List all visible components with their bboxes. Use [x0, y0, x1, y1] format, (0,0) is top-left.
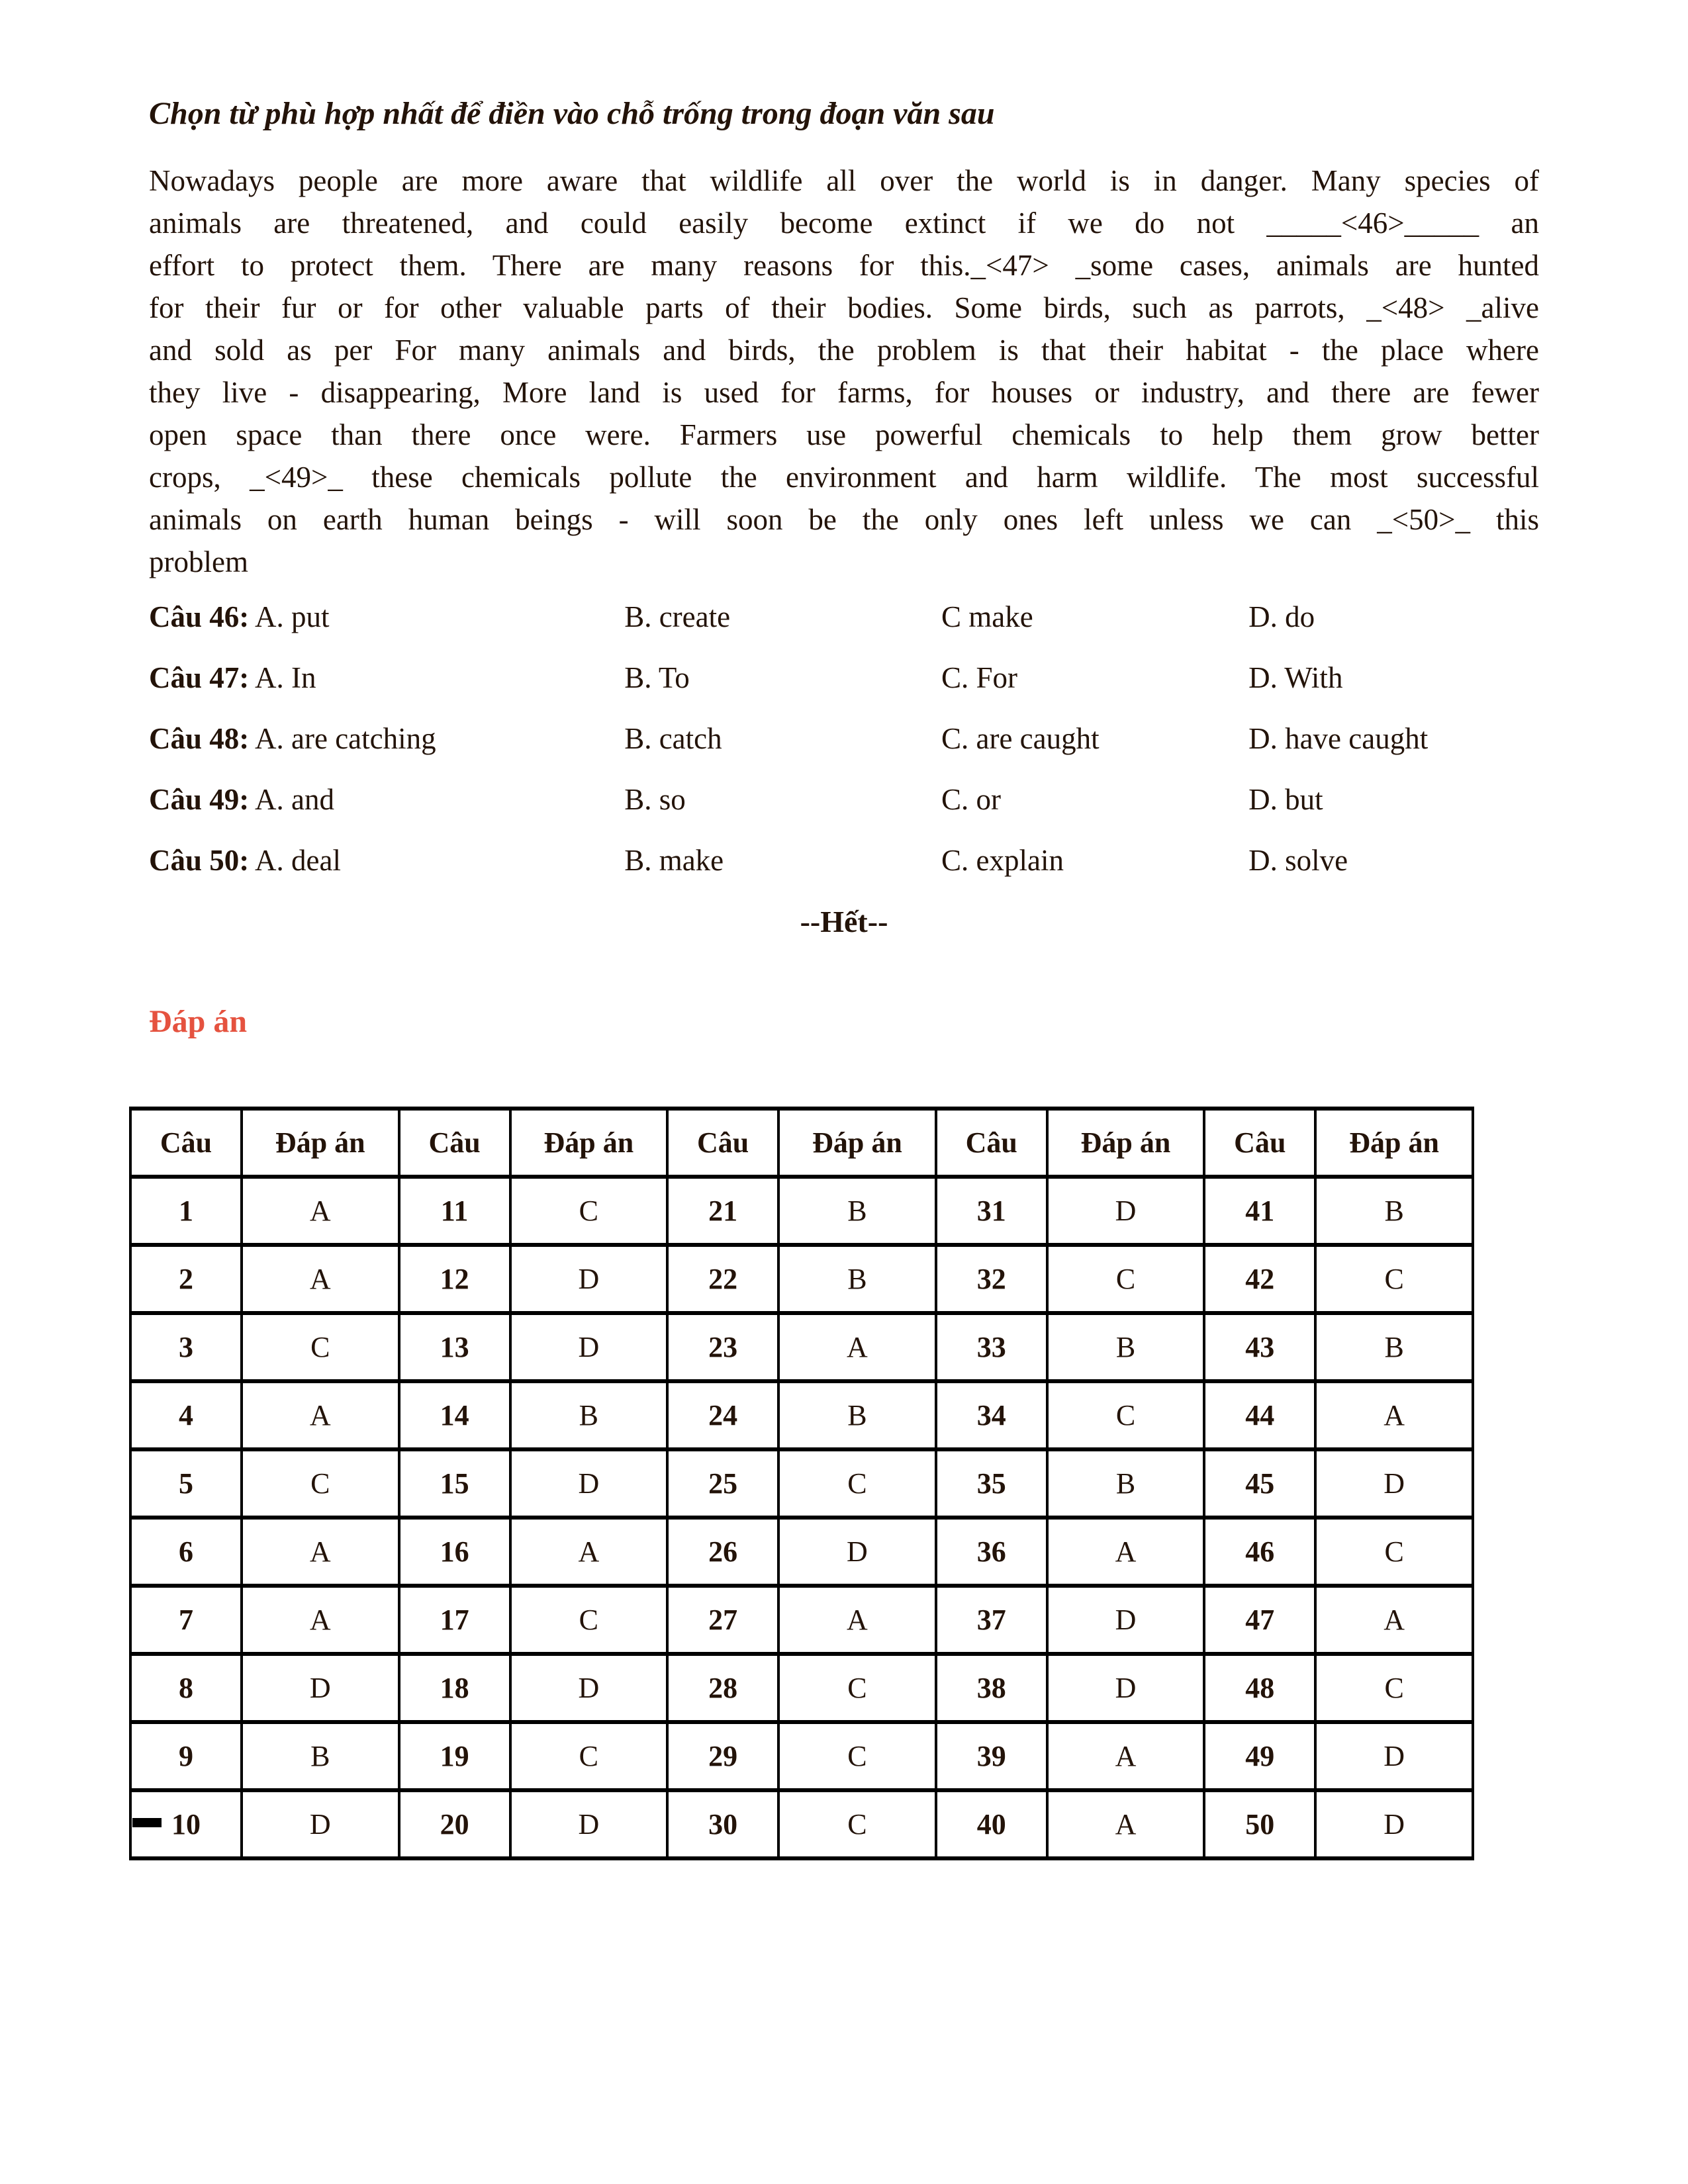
answer-table-head [130, 1109, 1473, 1177]
answer-letter-cell: D [1047, 1654, 1205, 1722]
answer-table-row [130, 1518, 1473, 1586]
answer-letter-cell: C [778, 1654, 936, 1722]
question-number-cell: 31 [936, 1177, 1047, 1245]
answer-table-header-cell: Câu [130, 1109, 242, 1177]
question-row [149, 783, 1539, 816]
question-number-cell: 20 [399, 1790, 510, 1858]
answer-letter-cell: D [242, 1654, 399, 1722]
answer-letter-cell: C [242, 1313, 399, 1381]
answer-letter-cell: A [778, 1313, 936, 1381]
question-number-cell: 25 [667, 1449, 778, 1518]
answer-table-row [130, 1586, 1473, 1654]
question-option-c: C. are caught [941, 721, 1100, 755]
question-number-cell: 37 [936, 1586, 1047, 1654]
question-option-c: C. For [941, 660, 1018, 694]
question-number-cell: 1 [130, 1177, 242, 1245]
question-number-cell: 8 [130, 1654, 242, 1722]
question-label: Câu 46: [149, 600, 250, 633]
question-number-cell: 24 [667, 1381, 778, 1449]
question-number-cell: 46 [1204, 1518, 1315, 1586]
answer-table-header-cell: Đáp án [510, 1109, 668, 1177]
question-number-cell: 38 [936, 1654, 1047, 1722]
question-row [149, 661, 1539, 694]
answer-table-row [130, 1790, 1473, 1858]
answer-letter-cell: D [1047, 1177, 1205, 1245]
question-number-cell: 16 [399, 1518, 510, 1586]
question-option-a: Câu 46: A. put [149, 600, 330, 633]
question-number-cell: 28 [667, 1654, 778, 1722]
answer-table-header-cell: Đáp án [1315, 1109, 1473, 1177]
answer-letter-cell: D [778, 1518, 936, 1586]
question-number-cell: 43 [1204, 1313, 1315, 1381]
passage-line: and sold as per For many animals and birds, the problem is that their habitat - the place where [149, 333, 1539, 367]
question-number-cell: 11 [399, 1177, 510, 1245]
passage-line: Nowadays people are more aware that wildlife all over the world is in danger. Many species of [149, 163, 1539, 197]
answer-letter-cell: D [1047, 1586, 1205, 1654]
question-option-d: D. With [1248, 660, 1343, 694]
question-number-cell: 36 [936, 1518, 1047, 1586]
question-number-cell: 2 [130, 1245, 242, 1313]
answer-letter-cell: B [1315, 1313, 1473, 1381]
answer-letter-cell: B [242, 1722, 399, 1790]
question-option-a: Câu 50: A. deal [149, 843, 341, 877]
answer-letter-cell: D [510, 1245, 668, 1313]
question-option-b: B. create [624, 600, 731, 633]
passage-line: crops, _<49>_ these chemicals pollute the environment and harm wildlife. The most successful [149, 460, 1539, 494]
question-number-cell: 10 [130, 1790, 242, 1858]
question-row [149, 844, 1539, 877]
answer-letter-cell: C [778, 1790, 936, 1858]
passage-line: open space than there once were. Farmers use powerful chemicals to help them grow better [149, 418, 1539, 451]
answer-table-header-cell: Câu [1204, 1109, 1315, 1177]
answer-letter-cell: B [1047, 1313, 1205, 1381]
question-number-cell: 18 [399, 1654, 510, 1722]
answer-letter-cell: D [510, 1654, 668, 1722]
question-number-cell: 5 [130, 1449, 242, 1518]
answer-letter-cell: B [778, 1177, 936, 1245]
question-option-c: C. explain [941, 843, 1064, 877]
answer-letter-cell: C [1047, 1381, 1205, 1449]
answer-key-heading: Đáp án [149, 1003, 248, 1039]
answer-letter-cell: D [510, 1790, 668, 1858]
answer-letter-cell: C [1315, 1518, 1473, 1586]
answer-letter-cell: A [1047, 1790, 1205, 1858]
question-option-d: D. have caught [1248, 721, 1429, 755]
answer-letter-cell: D [242, 1790, 399, 1858]
answer-letter-cell: A [1315, 1586, 1473, 1654]
answer-letter-cell: D [510, 1313, 668, 1381]
answer-letter-cell: C [510, 1722, 668, 1790]
scan-artifact [132, 1818, 162, 1827]
passage-line: animals are threatened, and could easily become extinct if we do not _____<46>_____ an [149, 206, 1539, 240]
answer-letter-cell: A [242, 1518, 399, 1586]
question-option-b: B. To [624, 660, 690, 694]
cloze-passage [149, 159, 1539, 583]
answer-table-row [130, 1177, 1473, 1245]
question-number-cell: 40 [936, 1790, 1047, 1858]
question-label: Câu 47: [149, 660, 250, 694]
section-title: Chọn từ phù hợp nhất để điền vào chỗ trống trong đoạn văn sau [149, 96, 995, 131]
answer-letter-cell: C [510, 1177, 668, 1245]
answer-letter-cell: A [242, 1586, 399, 1654]
answer-letter-cell: A [1315, 1381, 1473, 1449]
question-number-cell: 21 [667, 1177, 778, 1245]
answer-letter-cell: C [778, 1722, 936, 1790]
question-number-cell: 14 [399, 1381, 510, 1449]
question-number-cell: 22 [667, 1245, 778, 1313]
question-option-c: C. or [941, 782, 1001, 816]
answer-letter-cell: C [242, 1449, 399, 1518]
question-option-d: D. do [1248, 600, 1315, 633]
answer-letter-cell: C [1315, 1245, 1473, 1313]
question-option-d: D. but [1248, 782, 1323, 816]
answer-letter-cell: C [778, 1449, 936, 1518]
question-number-cell: 42 [1204, 1245, 1315, 1313]
end-marker: --Hết-- [800, 904, 888, 938]
answer-letter-cell: D [1315, 1790, 1473, 1858]
question-number-cell: 39 [936, 1722, 1047, 1790]
answer-letter-cell: B [1315, 1177, 1473, 1245]
answer-table-row [130, 1722, 1473, 1790]
answer-table-header-cell: Đáp án [778, 1109, 936, 1177]
question-number-cell: 41 [1204, 1177, 1315, 1245]
answer-table-row [130, 1381, 1473, 1449]
answer-letter-cell: C [510, 1586, 668, 1654]
question-number-cell: 23 [667, 1313, 778, 1381]
question-number-cell: 30 [667, 1790, 778, 1858]
question-number-cell: 7 [130, 1586, 242, 1654]
question-option-c: C make [941, 600, 1033, 633]
question-option-a: Câu 48: A. are catching [149, 721, 436, 755]
answer-letter-cell: A [1047, 1518, 1205, 1586]
question-number-cell: 44 [1204, 1381, 1315, 1449]
passage-line: problem [149, 545, 248, 578]
question-number-cell: 9 [130, 1722, 242, 1790]
question-option-b: B. make [624, 843, 724, 877]
answer-letter-cell: A [242, 1381, 399, 1449]
question-number-cell: 49 [1204, 1722, 1315, 1790]
question-label: Câu 48: [149, 721, 250, 755]
answer-letter-cell: A [1047, 1722, 1205, 1790]
question-number-cell: 35 [936, 1449, 1047, 1518]
question-number-cell: 48 [1204, 1654, 1315, 1722]
answer-letter-cell: C [1047, 1245, 1205, 1313]
passage-line: they live - disappearing, More land is used for farms, for houses or industry, and there are fewer [149, 375, 1539, 409]
question-number-cell: 47 [1204, 1586, 1315, 1654]
passage-line: effort to protect them. There are many reasons for this._<47> _some cases, animals are hunted [149, 248, 1539, 282]
answer-letter-cell: C [1315, 1654, 1473, 1722]
question-option-b: B. catch [624, 721, 722, 755]
question-number-cell: 13 [399, 1313, 510, 1381]
answer-table-header-cell: Đáp án [1047, 1109, 1205, 1177]
answer-table-row [130, 1313, 1473, 1381]
question-number-cell: 27 [667, 1586, 778, 1654]
question-row [149, 600, 1539, 633]
question-option-b: B. so [624, 782, 686, 816]
question-number-cell: 50 [1204, 1790, 1315, 1858]
answer-letter-cell: A [242, 1245, 399, 1313]
question-number-cell: 29 [667, 1722, 778, 1790]
question-number-cell: 19 [399, 1722, 510, 1790]
answer-letter-cell: D [1315, 1722, 1473, 1790]
question-number-cell: 15 [399, 1449, 510, 1518]
question-number-cell: 6 [130, 1518, 242, 1586]
answer-table-row [130, 1449, 1473, 1518]
question-number-cell: 4 [130, 1381, 242, 1449]
answer-table-header-cell: Câu [399, 1109, 510, 1177]
question-number-cell: 45 [1204, 1449, 1315, 1518]
answer-letter-cell: B [1047, 1449, 1205, 1518]
answer-table-row [130, 1654, 1473, 1722]
answer-letter-cell: D [510, 1449, 668, 1518]
question-number-cell: 33 [936, 1313, 1047, 1381]
answer-table-header-cell: Câu [667, 1109, 778, 1177]
question-label: Câu 49: [149, 782, 250, 816]
passage-line: animals on earth human beings - will soon be the only ones left unless we can _<50>_ this [149, 502, 1539, 536]
answer-letter-cell: A [778, 1586, 936, 1654]
answer-table-header-row [130, 1109, 1473, 1177]
answer-letter-cell: D [1315, 1449, 1473, 1518]
answer-key-table [129, 1107, 1474, 1860]
answer-letter-cell: B [778, 1245, 936, 1313]
question-number-cell: 32 [936, 1245, 1047, 1313]
answer-table-row [130, 1245, 1473, 1313]
answer-table-body [130, 1177, 1473, 1858]
answer-table-header-cell: Câu [936, 1109, 1047, 1177]
answer-letter-cell: A [510, 1518, 668, 1586]
question-option-d: D. solve [1248, 843, 1348, 877]
answer-letter-cell: A [242, 1177, 399, 1245]
answer-table-header-cell: Đáp án [242, 1109, 399, 1177]
passage-line: for their fur or for other valuable parts of their bodies. Some birds, such as parrots, _<48> _alive [149, 291, 1539, 324]
question-option-a: Câu 49: A. and [149, 782, 335, 816]
question-number-cell: 26 [667, 1518, 778, 1586]
question-option-a: Câu 47: A. In [149, 660, 316, 694]
question-number-cell: 12 [399, 1245, 510, 1313]
answer-letter-cell: B [510, 1381, 668, 1449]
questions-list [149, 600, 1539, 877]
question-number-cell: 3 [130, 1313, 242, 1381]
question-number-cell: 17 [399, 1586, 510, 1654]
question-row [149, 722, 1539, 755]
question-label: Câu 50: [149, 843, 250, 877]
question-number-cell: 34 [936, 1381, 1047, 1449]
answer-letter-cell: B [778, 1381, 936, 1449]
